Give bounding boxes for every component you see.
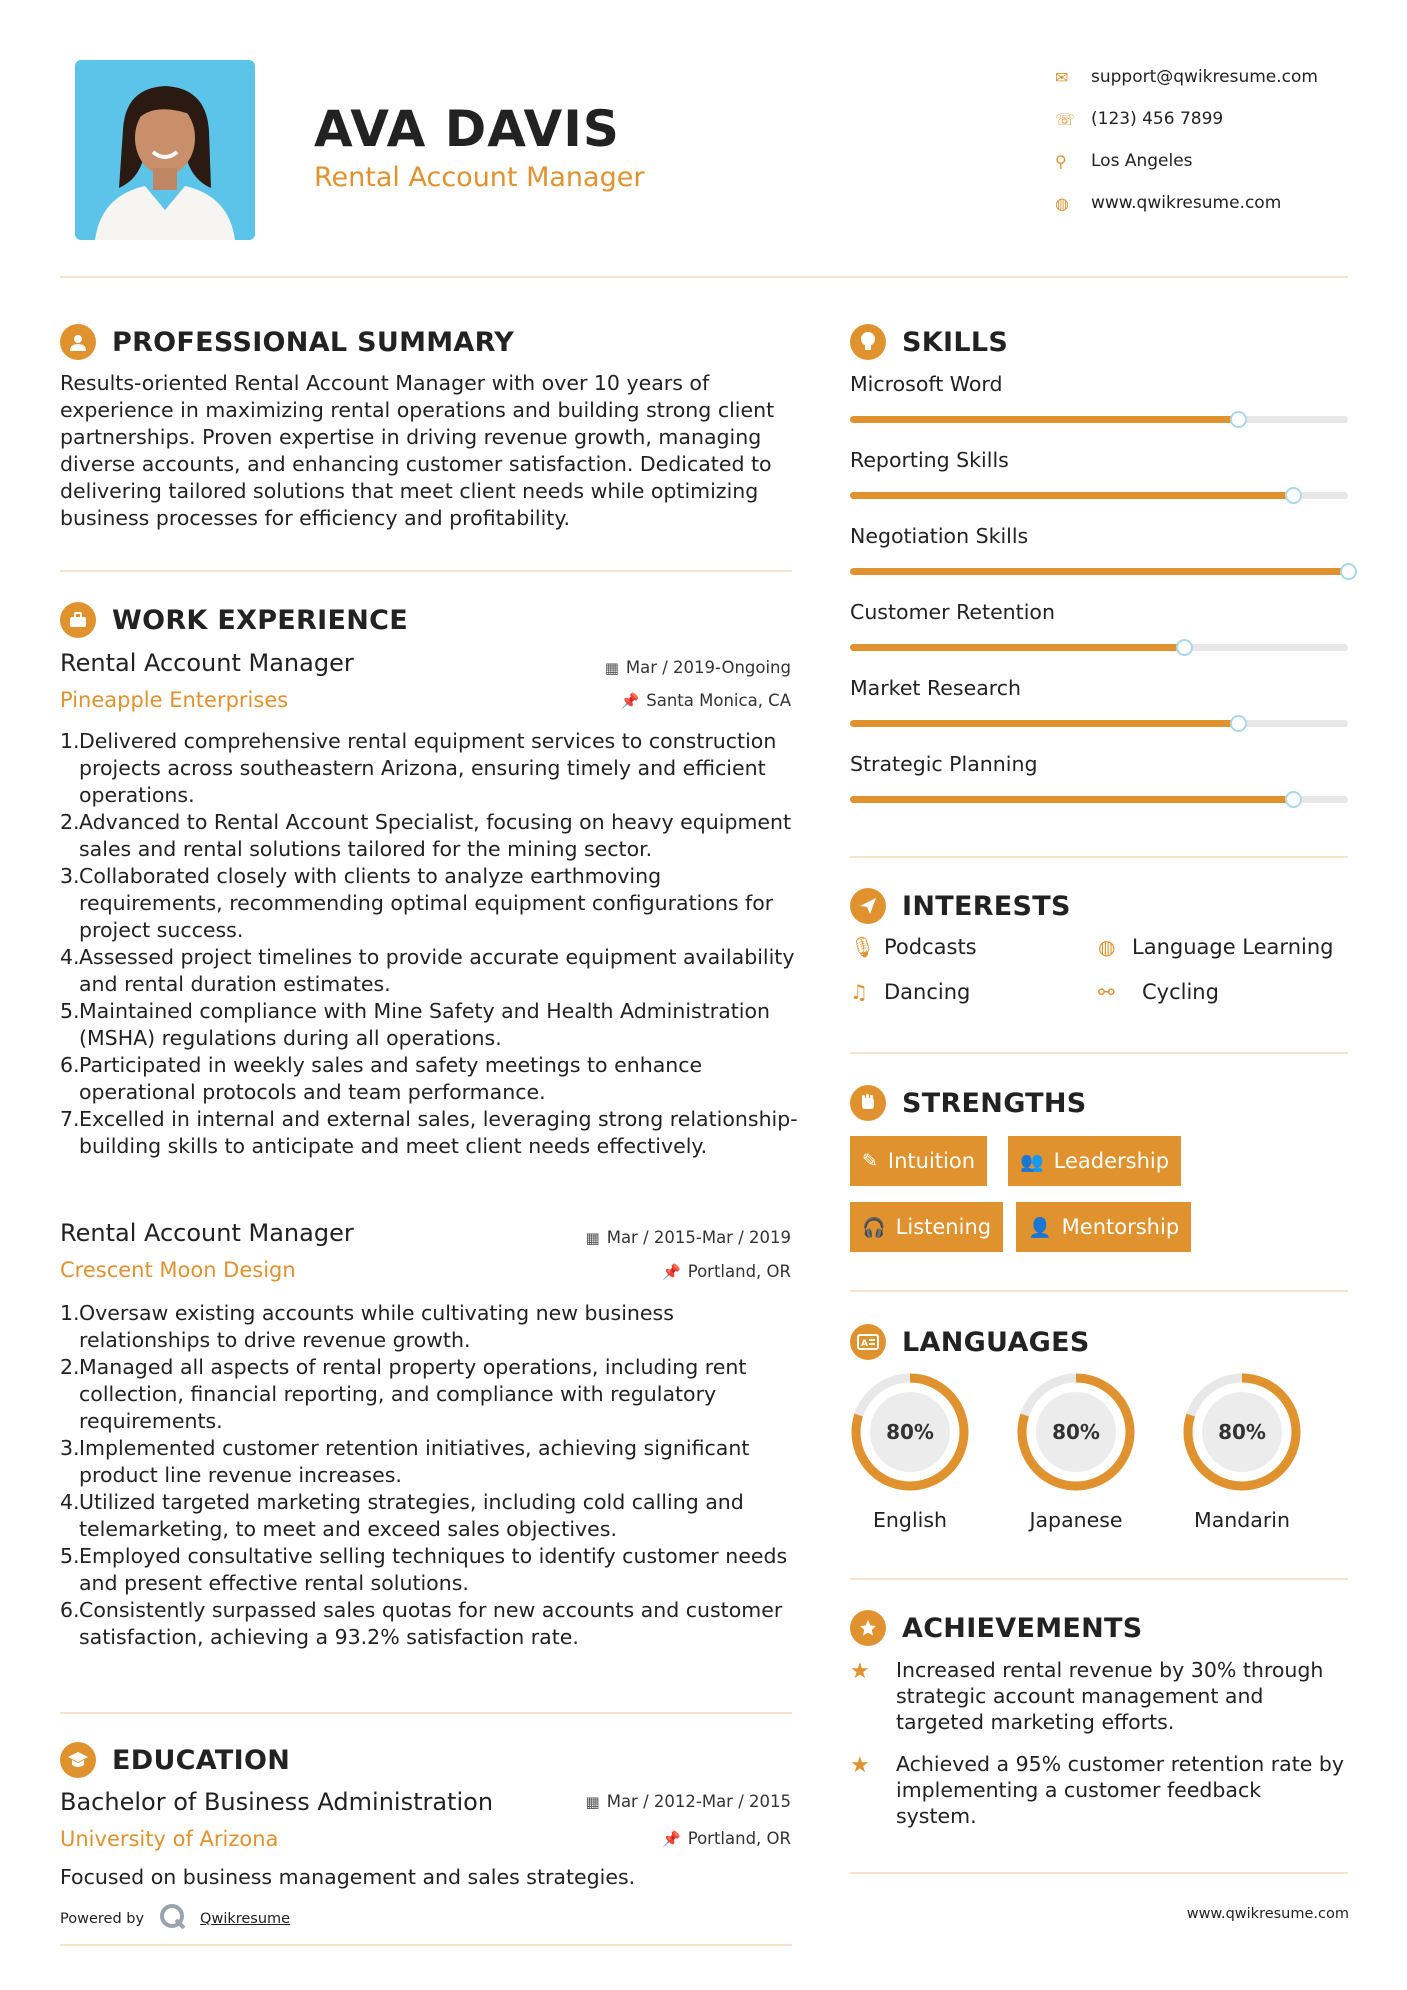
job-1-date [605, 658, 791, 677]
candidate-name: AVA DAVIS [314, 100, 620, 158]
skill-name: Negotiation Skills [850, 524, 1029, 548]
strengths-divider [850, 1290, 1348, 1292]
footer-url[interactable]: www.qwikresume.com [1186, 1906, 1349, 1922]
skills-heading [850, 324, 1008, 360]
language-item [1180, 1370, 1304, 1532]
skill-bar-knob [1340, 563, 1357, 580]
list-item: 4. Assessed project timelines to provide accurate equipment availability and rental duration estimates. [60, 945, 795, 996]
skill-bar-knob [1285, 487, 1302, 504]
language-ring [1014, 1370, 1138, 1494]
pushpin-icon: 📌 [662, 1829, 681, 1848]
education-location [662, 1829, 791, 1848]
skill-bar-fill [850, 720, 1238, 727]
skill-bar-fill [850, 796, 1293, 803]
skill-bar-knob [1230, 715, 1247, 732]
language-ring [848, 1370, 972, 1494]
list-item: 7. Excelled in internal and external sales, leveraging strong relationship-building skills to anticipate and meet client needs effectively. [60, 1107, 798, 1158]
job-2-location-text: Portland, OR [687, 1262, 791, 1281]
skill-bar-fill [850, 416, 1238, 423]
languages-heading [850, 1324, 1090, 1360]
contact-email[interactable] [1055, 56, 1385, 98]
powered-by-label: Powered by [60, 1911, 145, 1927]
contact-list [1055, 56, 1385, 224]
bicycle-icon: ⚯ [1098, 980, 1115, 1004]
skill-name: Market Research [850, 676, 1022, 700]
summary-divider [60, 570, 792, 572]
strengths-title: STRENGTHS [902, 1087, 1087, 1119]
contact-email-text: support@qwikresume.com [1091, 67, 1318, 87]
lightbulb-icon [850, 324, 886, 360]
qwikresume-logo-icon [158, 1902, 188, 1936]
contact-phone-text: (123) 456 7899 [1091, 109, 1224, 129]
graduation-icon [60, 1742, 96, 1778]
strength-chip-intuition: ✎ Intuition [850, 1136, 987, 1186]
list-item: 6. Participated in weekly sales and safety meetings to enhance operational protocols and team performance. [60, 1053, 703, 1104]
skill-name: Customer Retention [850, 600, 1055, 624]
skill-bar-knob [1285, 791, 1302, 808]
user-circle-icon [60, 324, 96, 360]
summary-text: Results-oriented Rental Account Manager with over 10 years of experience in maximizing rental operations and building strong client partnerships. Proven expertise in driving revenue growth, managing diverse accounts, and enhancing customer satisfaction. Dedicated to delivering tailored solutions that meet client needs while optimizing business processes for efficiency and profitability. [60, 371, 775, 530]
achievements-heading [850, 1610, 1143, 1646]
globe-icon: ◍ [1098, 935, 1116, 959]
svg-text:A: A [861, 1339, 868, 1349]
interest-cycling: ⚯ Cycling [1098, 980, 1219, 1004]
skill-bar-knob [1176, 639, 1193, 656]
work-title: WORK EXPERIENCE [112, 604, 408, 636]
strength-chip-leadership: 👥 Leadership [1008, 1136, 1181, 1186]
education-text: Focused on business management and sales strategies. [60, 1865, 636, 1889]
achievement-item: ★ Increased rental revenue by 30% through strategic account management and targeted marketing efforts. [850, 1658, 1324, 1734]
skill-bar-knob [1230, 411, 1247, 428]
list-item: 4. Utilized targeted marketing strategies, including cold calling and telemarketing, to meet and exceed sales objectives. [60, 1490, 744, 1541]
work-heading [60, 602, 408, 638]
summary-title: PROFESSIONAL SUMMARY [112, 326, 515, 358]
user-plus-icon: 👤 [1028, 1216, 1052, 1239]
shooting-star-icon: ★ [850, 1659, 870, 1684]
achievements-divider [850, 1872, 1348, 1874]
footer-powered-by [60, 1902, 290, 1936]
achievements-title: ACHIEVEMENTS [902, 1612, 1143, 1644]
skills-title: SKILLS [902, 326, 1009, 358]
education-date [586, 1792, 791, 1811]
phone-icon: ☏ [1055, 109, 1076, 129]
language-percent: 80% [1052, 1420, 1100, 1444]
contact-website[interactable] [1055, 182, 1385, 224]
pushpin-icon: 📌 [620, 691, 640, 710]
skill-bar-track [850, 492, 1348, 499]
job-1-location [621, 691, 791, 710]
job-2-responsibilities [60, 1300, 800, 1651]
interest-language-learning: ◍ Language Learning [1098, 935, 1334, 959]
shooting-star-icon: ★ [850, 1753, 870, 1778]
list-item: 1. Delivered comprehensive rental equipment services to construction projects across southeastern Arizona, ensuring timely and efficient operations. [60, 729, 777, 807]
interest-dancing: ♫ Dancing [850, 980, 971, 1004]
language-percent: 80% [1218, 1420, 1266, 1444]
skill-bar-track [850, 416, 1348, 423]
magic-wand-icon: ✎ [862, 1150, 878, 1172]
music-note-icon: ♫ [850, 980, 868, 1004]
star-badge-icon [850, 1610, 886, 1646]
interest-podcasts: 🎙 Podcasts [850, 935, 977, 959]
interests-title: INTERESTS [902, 890, 1071, 922]
interests-heading [850, 888, 1071, 924]
education-title: EDUCATION [112, 1744, 291, 1776]
skill-name: Strategic Planning [850, 752, 1038, 776]
list-item: 5. Maintained compliance with Mine Safety and Health Administration (MSHA) regulations during all operations. [60, 999, 771, 1050]
skill-name: Reporting Skills [850, 448, 1009, 472]
skill-name: Microsoft Word [850, 372, 1003, 396]
job-1-title: Rental Account Manager [60, 649, 354, 677]
skill-bar-track [850, 796, 1348, 803]
footer-divider-left [60, 1944, 792, 1946]
language-name: English [872, 1508, 948, 1532]
language-name: Mandarin [1194, 1508, 1290, 1532]
microphone-icon: 🎙 [850, 935, 876, 959]
strengths-heading [850, 1085, 1087, 1121]
job-1-company: Pineapple Enterprises [60, 688, 289, 712]
skill-bar-track [850, 720, 1348, 727]
headphones-icon: 🎧 [862, 1216, 886, 1239]
users-icon: 👥 [1020, 1150, 1044, 1173]
list-item: 6. Consistently surpassed sales quotas for new accounts and customer satisfaction, achieving a 93.2% satisfaction rate. [60, 1598, 783, 1649]
education-location-text: Portland, OR [687, 1829, 791, 1848]
location-pin-icon: ⚲ [1055, 151, 1067, 171]
language-card-icon [850, 1324, 886, 1360]
candidate-title: Rental Account Manager [314, 162, 645, 193]
language-name: Japanese [1029, 1508, 1123, 1532]
envelope-icon: ✉ [1055, 67, 1069, 87]
calendar-icon: ▦ [585, 1792, 600, 1811]
contact-website-text: www.qwikresume.com [1091, 193, 1282, 213]
language-percent: 80% [886, 1420, 934, 1444]
header-divider [60, 276, 1348, 278]
list-item: 5. Employed consultative selling techniques to identify customer needs and present effective rental solutions. [60, 1544, 788, 1595]
education-degree: Bachelor of Business Administration [60, 1788, 494, 1816]
fist-icon [850, 1085, 886, 1121]
languages-divider [850, 1578, 1348, 1580]
job-1-responsibilities [60, 728, 800, 1160]
achievement-item: ★ Achieved a 95% customer retention rate by implementing a customer feedback system. [850, 1752, 1345, 1828]
calendar-icon: ▦ [585, 1228, 600, 1247]
list-item: 1. Oversaw existing accounts while cultivating new business relationships to drive revenue growth. [60, 1301, 674, 1352]
calendar-icon: ▦ [604, 658, 619, 677]
strength-chip-mentorship: 👤 Mentorship [1016, 1202, 1191, 1252]
education-date-text: Mar / 2012-Mar / 2015 [606, 1792, 791, 1811]
job-2-company: Crescent Moon Design [60, 1258, 296, 1282]
paper-plane-icon [850, 888, 886, 924]
contact-phone[interactable] [1055, 98, 1385, 140]
skill-bar-fill [850, 492, 1293, 499]
contact-location-text: Los Angeles [1091, 151, 1193, 171]
skill-bar-track [850, 568, 1348, 575]
work-divider [60, 1712, 792, 1714]
language-item [848, 1370, 972, 1532]
summary-heading [60, 324, 514, 360]
education-heading [60, 1742, 290, 1778]
language-item [1014, 1370, 1138, 1532]
contact-location [1055, 140, 1385, 182]
list-item: 3. Implemented customer retention initiatives, achieving significant product line revenue increases. [60, 1436, 750, 1487]
strength-chip-listening: 🎧 Listening [850, 1202, 1003, 1252]
job-2-date-text: Mar / 2015-Mar / 2019 [606, 1228, 791, 1247]
job-2-location [662, 1262, 791, 1281]
skill-bar-fill [850, 644, 1184, 651]
job-1-location-text: Santa Monica, CA [646, 691, 791, 710]
profile-photo [75, 60, 255, 240]
list-item: 2. Advanced to Rental Account Specialist, focusing on heavy equipment sales and rental solutions tailored for the mining sector. [60, 810, 792, 861]
globe-icon: ◍ [1055, 193, 1069, 213]
skills-divider [850, 856, 1348, 858]
interests-divider [850, 1052, 1348, 1054]
language-ring [1180, 1370, 1304, 1494]
job-2-title: Rental Account Manager [60, 1219, 354, 1247]
education-school: University of Arizona [60, 1827, 279, 1851]
job-1-date-text: Mar / 2019-Ongoing [625, 658, 791, 677]
briefcase-icon [60, 602, 96, 638]
skill-bar-track [850, 644, 1348, 651]
list-item: 3. Collaborated closely with clients to analyze earthmoving requirements, recommending optimal equipment configurations for project success. [60, 864, 774, 942]
skill-bar-fill [850, 568, 1348, 575]
qwikresume-link[interactable]: Qwikresume [200, 1911, 291, 1927]
pushpin-icon: 📌 [662, 1262, 681, 1281]
job-2-date [586, 1228, 791, 1247]
list-item: 2. Managed all aspects of rental property operations, including rent collection, financial reporting, and compliance with regulatory requirements. [60, 1355, 747, 1433]
languages-title: LANGUAGES [902, 1326, 1090, 1358]
